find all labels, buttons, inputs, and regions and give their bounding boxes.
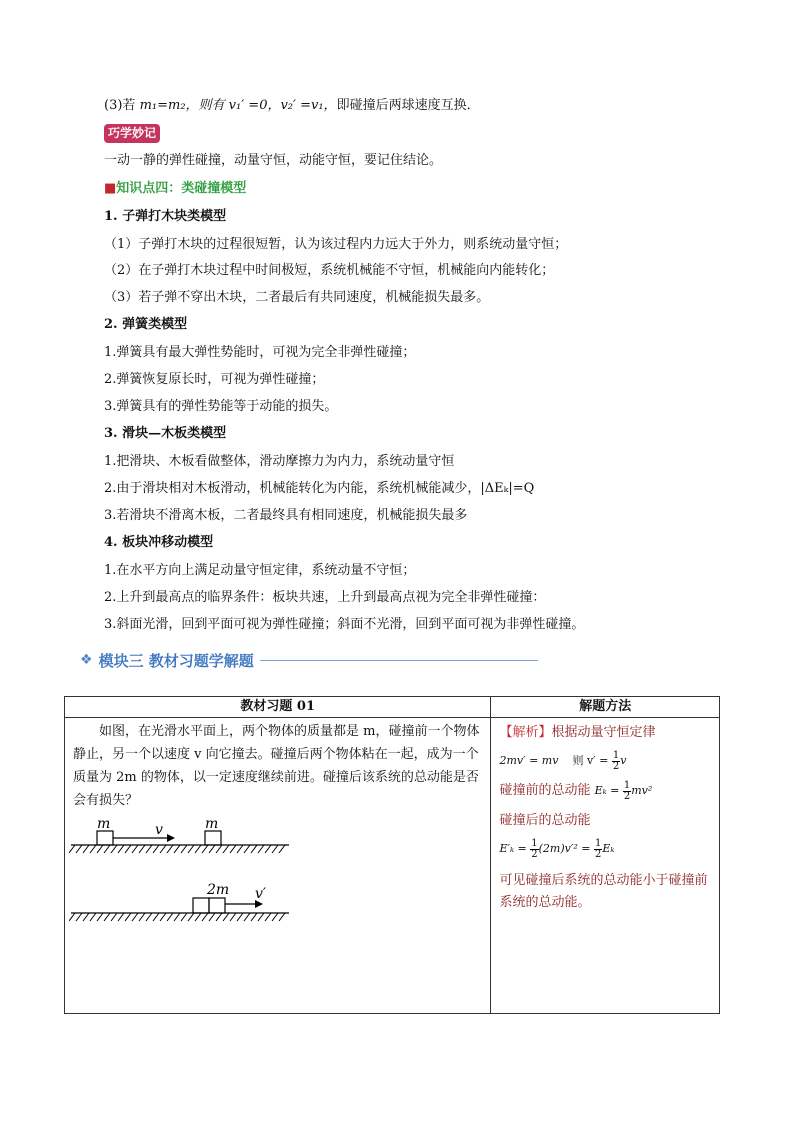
sub2-item: 3.弹簧具有的弹性势能等于动能的损失。	[104, 399, 338, 414]
hatch-mark	[83, 913, 89, 921]
method-title: 解题方法	[579, 699, 632, 714]
hatch-mark	[97, 913, 103, 921]
hatch-mark	[125, 913, 131, 921]
merged-block-a	[193, 898, 209, 913]
double-chevron-icon: ❖	[80, 652, 93, 668]
hatch-mark	[195, 913, 201, 921]
hatch-mark	[139, 913, 145, 921]
hatch-mark	[132, 913, 138, 921]
hatch-mark	[111, 845, 117, 853]
hatch-mark	[237, 913, 243, 921]
hatch-mark	[209, 845, 215, 853]
right-header-cell	[491, 697, 720, 718]
hatch-mark	[188, 913, 194, 921]
hatch-mark	[69, 913, 75, 921]
sub2-item: 2.弹簧恢复原长时，可视为弹性碰撞；	[104, 372, 325, 387]
hatch-mark	[90, 845, 96, 853]
hatch-mark	[244, 913, 250, 921]
sub3-item: 3.若滑块不滑离木板，二者最终具有相同速度，机械能损失最多	[104, 508, 468, 523]
hatch-mark	[132, 845, 138, 853]
square-icon: ■	[104, 181, 117, 196]
case3-line: (3)若 m₁=m₂，则有 v₁′ =0，v₂′ =v₁，即碰撞后两球速度互换．	[104, 98, 480, 113]
hatch-mark	[251, 913, 257, 921]
after-energy-label: 碰撞后的总动能	[499, 813, 591, 828]
hatch-mark	[258, 913, 264, 921]
hatch-mark	[104, 845, 110, 853]
fig-v-label: v	[155, 822, 163, 838]
hatch-mark	[265, 913, 271, 921]
analysis-line: 【解析】根据动量守恒定律	[499, 725, 656, 740]
merged-block-b	[209, 898, 225, 913]
solution-body	[491, 718, 719, 914]
hatch-mark	[153, 913, 159, 921]
question-text: 如图，在光滑水平面上，两个物体的质量都是 m，碰撞前一个物体静止，另一个以速度 v 向它撞去。碰撞后两个物体粘在一起，成为一个质量为 2m 的物体，以一定速度继续前进。碰撞后该系统的总动能是否会有损失？	[73, 724, 480, 808]
hatch-mark	[265, 845, 271, 853]
equation-after: E′ₖ = $\frac{1}{2}$ (2m)v′² = $\frac{1}{2}$ Eₖ	[499, 837, 615, 860]
hatch-mark	[202, 913, 208, 921]
hatch-mark	[111, 913, 117, 921]
heading-rule	[260, 660, 538, 661]
hatch-mark	[272, 913, 278, 921]
tip-text: 一动一静的弹性碰撞，动量守恒，动能守恒，要记住结论。	[104, 153, 443, 168]
sub4-item: 3.斜面光滑，回到平面可视为弹性碰撞；斜面不光滑，回到平面可视为非弹性碰撞。	[104, 617, 585, 632]
hatch-mark	[195, 845, 201, 853]
hatch-mark	[258, 845, 264, 853]
hatch-mark	[118, 845, 124, 853]
left-header-cell	[65, 697, 491, 718]
hatch-mark	[216, 913, 222, 921]
sub2-title: 2. 弹簧类模型	[104, 317, 188, 332]
conclusion-text: 可见碰撞后系统的总动能小于碰撞前系统的总动能。	[499, 873, 708, 910]
sub4-title: 4. 板块冲移动模型	[104, 535, 214, 550]
ground-hatch	[69, 913, 285, 921]
hatch-mark	[160, 913, 166, 921]
block-static	[205, 831, 221, 845]
hatch-mark	[146, 913, 152, 921]
fraction: $\frac{1}{2}$	[531, 837, 538, 860]
hatch-mark	[174, 845, 180, 853]
sub3-item: 1.把滑块、木板看做整体，滑动摩擦力为内力，系统动量守恒	[104, 454, 455, 469]
hatch-mark	[188, 845, 194, 853]
hatch-mark	[69, 845, 75, 853]
sub3-item: 2.由于滑块相对木板滑动，机械能转化为内能，系统机械能减少，|ΔEₖ|=Q	[104, 481, 535, 496]
hatch-mark	[118, 913, 124, 921]
arrow-head-icon	[167, 834, 175, 842]
hatch-mark	[125, 845, 131, 853]
hatch-mark	[209, 913, 215, 921]
sub1-item: （2）在子弹打木块过程中时间极短，系统机械能不守恒，机械能向内能转化；	[104, 263, 555, 278]
fraction: $\frac{1}{2}$	[612, 749, 620, 772]
sub1-item: （3）若子弹不穿出木块，二者最后有共同速度，机械能损失最多。	[104, 290, 490, 305]
sub3-title: 3. 滑块—木板类模型	[104, 426, 227, 441]
hatch-mark	[181, 913, 187, 921]
solution-cell	[491, 718, 720, 1014]
hatch-mark	[83, 845, 89, 853]
equation-momentum: 2mv′ = mv 则 v′ = $\frac{1}{2}$ v	[499, 749, 627, 772]
hatch-mark	[244, 845, 250, 853]
hatch-mark	[272, 845, 278, 853]
hatch-mark	[90, 913, 96, 921]
hatch-mark	[76, 845, 82, 853]
hatch-mark	[167, 845, 173, 853]
hatch-mark	[216, 845, 222, 853]
hatch-mark	[230, 845, 236, 853]
hatch-mark	[104, 913, 110, 921]
hatch-mark	[279, 913, 285, 921]
hatch-mark	[181, 845, 187, 853]
before-energy-line: 碰撞前的总动能 Eₖ = $\frac{1}{2}$ mv²	[499, 779, 653, 802]
sub4-item: 2.上升到最高点的临界条件：板块共速，上升到最高点视为完全非弹性碰撞：	[104, 590, 546, 605]
hatch-mark	[237, 845, 243, 853]
fig-v2-label: v′	[255, 886, 267, 902]
hatch-mark	[223, 845, 229, 853]
sub1-title: 1. 子弹打木块类模型	[104, 209, 227, 224]
hatch-mark	[167, 913, 173, 921]
exercise-title: 教材习题 01	[240, 699, 316, 714]
hatch-mark	[97, 845, 103, 853]
hatch-mark	[76, 913, 82, 921]
fig-m1-label: m	[97, 816, 111, 832]
hatch-mark	[223, 913, 229, 921]
hatch-mark	[251, 845, 257, 853]
ground-hatch	[69, 845, 285, 853]
hatch-mark	[230, 913, 236, 921]
exercise-table	[64, 696, 720, 1014]
hatch-mark	[153, 845, 159, 853]
section4-heading: ■知识点四：类碰撞模型	[104, 181, 247, 196]
question-cell	[65, 718, 491, 1014]
sub4-item: 1.在水平方向上满足动量守恒定律，系统动量不守恒；	[104, 563, 416, 578]
hatch-mark	[160, 845, 166, 853]
block-moving	[97, 831, 113, 845]
collision-figure	[69, 814, 295, 934]
equation-before: Eₖ = $\frac{1}{2}$ mv²	[594, 779, 653, 802]
fraction: $\frac{1}{2}$	[594, 837, 602, 860]
tip-badge: 巧学妙记	[104, 124, 160, 143]
fig-2m-label: 2m	[207, 882, 230, 898]
fig-m2-label: m	[205, 816, 219, 832]
hatch-mark	[146, 845, 152, 853]
hatch-mark	[139, 845, 145, 853]
fraction: $\frac{1}{2}$	[623, 779, 631, 802]
sub2-item: 1.弹簧具有最大弹性势能时，可视为完全非弹性碰撞；	[104, 345, 416, 360]
hatch-mark	[174, 913, 180, 921]
module3-heading: ❖ 模块三 教材习题学解题	[80, 650, 538, 670]
hatch-mark	[202, 845, 208, 853]
sub1-item: （1）子弹打木块的过程很短暂，认为该过程内力远大于外力，则系统动量守恒；	[104, 237, 568, 252]
hatch-mark	[279, 845, 285, 853]
